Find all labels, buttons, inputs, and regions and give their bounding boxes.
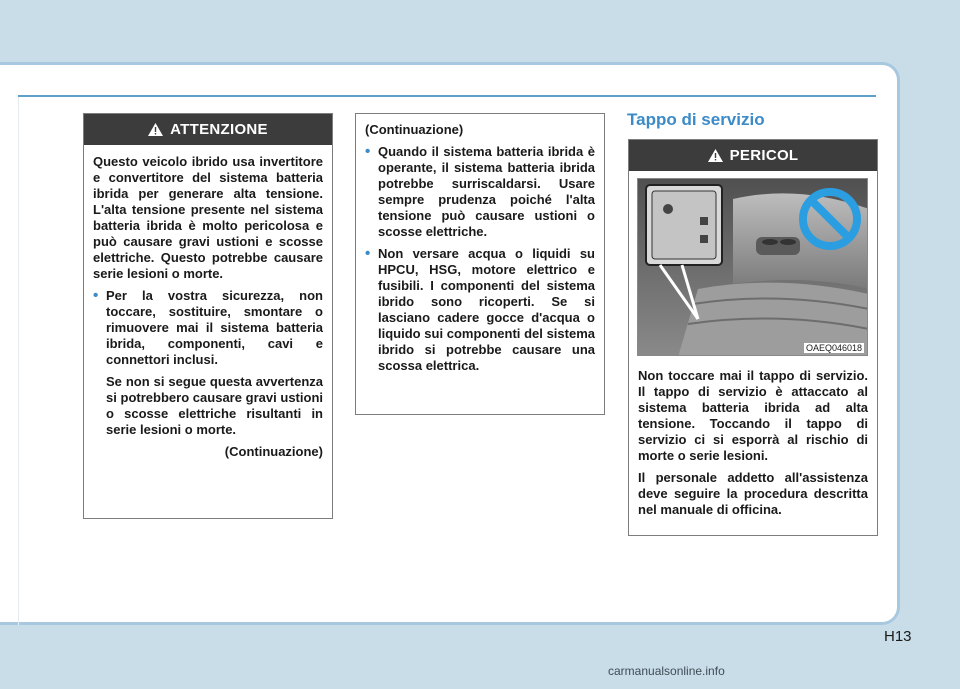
danger-paragraph-2: Il personale addetto all'assistenza deve seguire la procedura descritta nel manuale di officina. xyxy=(638,470,868,517)
danger-paragraph-1: Non toccare mai il tappo di servizio. Il tappo di servizio è attaccato al sistema batteria ibrida ad alta tensione. Toccando il tappo di servizio ci si esporrà al rischio di morte o serie lesioni. xyxy=(638,368,868,463)
page-number: H13 xyxy=(884,628,912,645)
service-plug-figure xyxy=(637,178,868,356)
section-title: Tappo di servizio xyxy=(627,110,765,129)
header-rule xyxy=(18,95,876,97)
figure-code: OAEQ046018 xyxy=(805,343,862,353)
continuation-box xyxy=(355,113,605,415)
warning-title: ATTENZIONE xyxy=(170,121,268,138)
danger-title: PERICOL xyxy=(729,147,799,164)
warning-box xyxy=(83,113,333,519)
warning-bullet: • Per la vostra sicurezza, non toccare, sostituire, smontare o rimuovere mai il sistema batteria ibrida, componenti, cavi e connettori inclusi. xyxy=(93,288,323,368)
watermark[interactable]: carmanualsonline.info xyxy=(608,664,725,678)
warning-continued: (Continuazione) xyxy=(224,444,323,459)
warning-triangle-icon xyxy=(148,123,163,136)
continuation-bullet-1: • Quando il sistema batteria ibrida è operante, il sistema batteria ibrida potrebbe surriscaldarsi. Usare sempre prudenza poiché l'alta tensione può causare ustioni o scosse elettriche. xyxy=(365,144,595,240)
warning-triangle-icon xyxy=(708,149,723,162)
continuation-bullet-2: • Non versare acqua o liquidi su HPCU, HSG, motore elettrico e fusibili. I componenti del sistema ibrido sono ricoperti. Se si lasciano cadere gocce d'acqua o liquido sui componenti del sistema ibrido si potrebbe causare una scossa elettrica. xyxy=(365,246,595,374)
continuation-heading: (Continuazione) xyxy=(365,122,464,137)
danger-header xyxy=(629,140,877,171)
left-rule xyxy=(18,97,19,625)
warning-paragraph: Questo veicolo ibrido usa invertitore e convertitore del sistema batteria ibrida per generare alta tensione. L'alta tensione presente nel sistema batteria ibrida è molto pericolosa e può causare gravi ustioni e scosse elettriche. Questo potrebbe causare serie lesioni o morte. xyxy=(93,154,323,281)
danger-box xyxy=(628,139,878,536)
warning-follow: Se non si segue questa avvertenza si potrebbero causare gravi ustioni o scosse elettriche risultanti in serie lesioni o morte. xyxy=(106,374,323,437)
rear-seat-illustration xyxy=(638,179,868,356)
warning-header xyxy=(84,114,332,145)
